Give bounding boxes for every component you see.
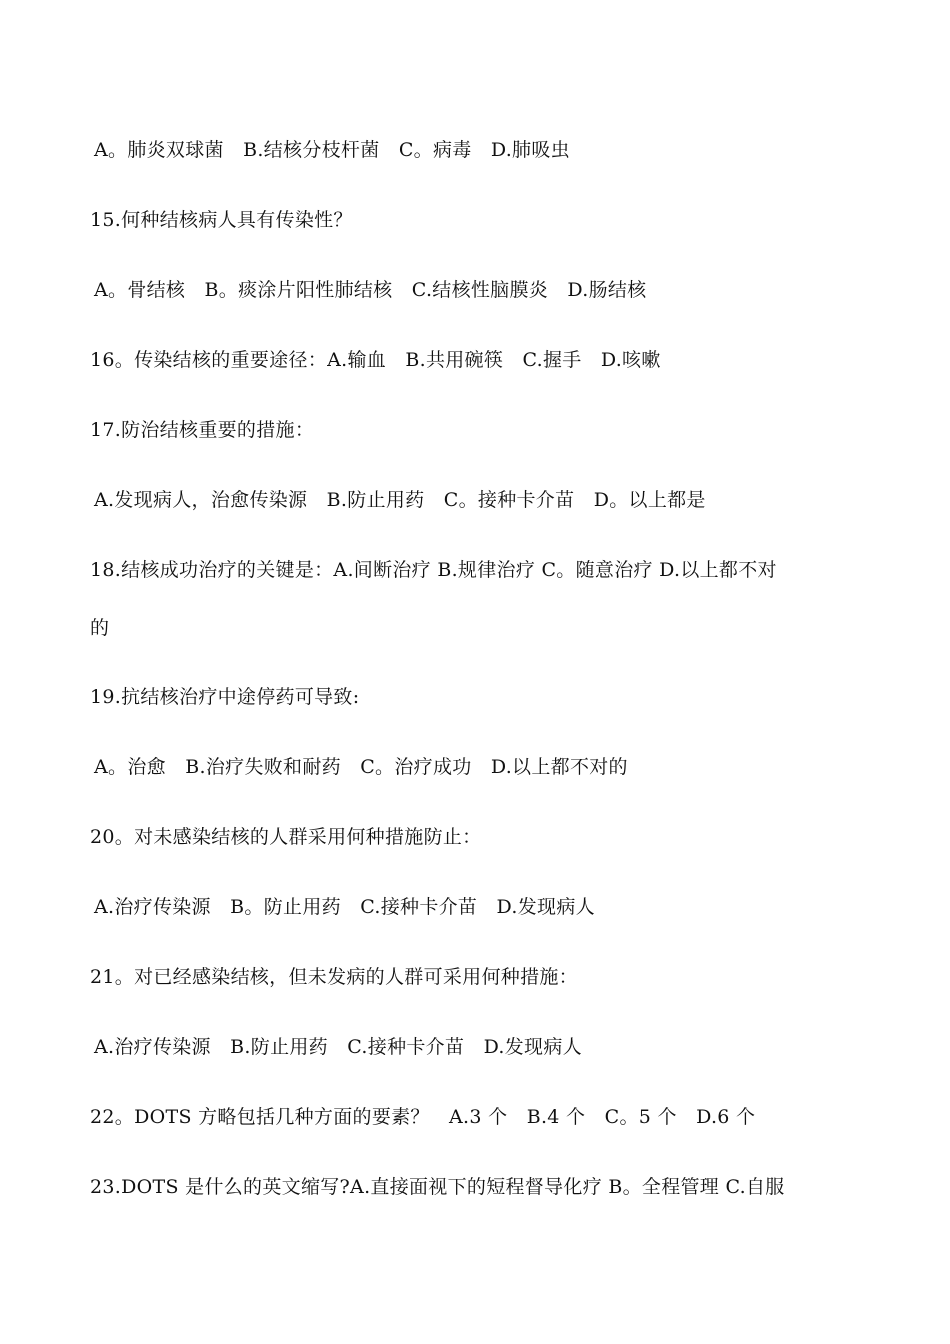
q18-question: 18.结核成功治疗的关键是：A.间断治疗 B.规律治疗 C。随意治疗 D.以上都不对 (90, 559, 777, 581)
q17-question: 17.防治结核重要的措施： (90, 419, 315, 441)
q20-question: 20。对未感染结核的人群采用何种措施防止： (90, 826, 482, 848)
q23-question: 23.DOTS 是什么的英文缩写?A.直接面视下的短程督导化疗 B。全程管理 C.自服 (90, 1176, 785, 1198)
q18-continuation: 的 (90, 617, 110, 639)
q21-question: 21。对已经感染结核，但未发病的人群可采用何种措施： (90, 966, 578, 988)
q19-question: 19.抗结核治疗中途停药可导致: (90, 686, 360, 708)
q14-options: A。肺炎双球菌 B.结核分枝杆菌 C。病毒 D.肺吸虫 (94, 139, 570, 161)
q20-options: A.治疗传染源 B。防止用药 C.接种卡介苗 D.发现病人 (94, 896, 595, 918)
q15-question: 15.何种结核病人具有传染性？ (90, 209, 353, 231)
q15-options: A。骨结核 B。痰涂片阳性肺结核 C.结核性脑膜炎 D.肠结核 (94, 279, 647, 301)
q17-options: A.发现病人，治愈传染源 B.防止用药 C。接种卡介苗 D。以上都是 (94, 489, 706, 511)
q19-options: A。治愈 B.治疗失败和耐药 C。治疗成功 D.以上都不对的 (94, 756, 628, 778)
q21-options: A.治疗传染源 B.防止用药 C.接种卡介苗 D.发现病人 (94, 1036, 582, 1058)
q16-question: 16。传染结核的重要途径：A.输血 B.共用碗筷 C.握手 D.咳嗽 (90, 349, 661, 371)
q22-question: 22。DOTS 方略包括几种方面的要素？ A.3 个 B.4 个 C。5 个 D.6 个 (90, 1106, 756, 1128)
